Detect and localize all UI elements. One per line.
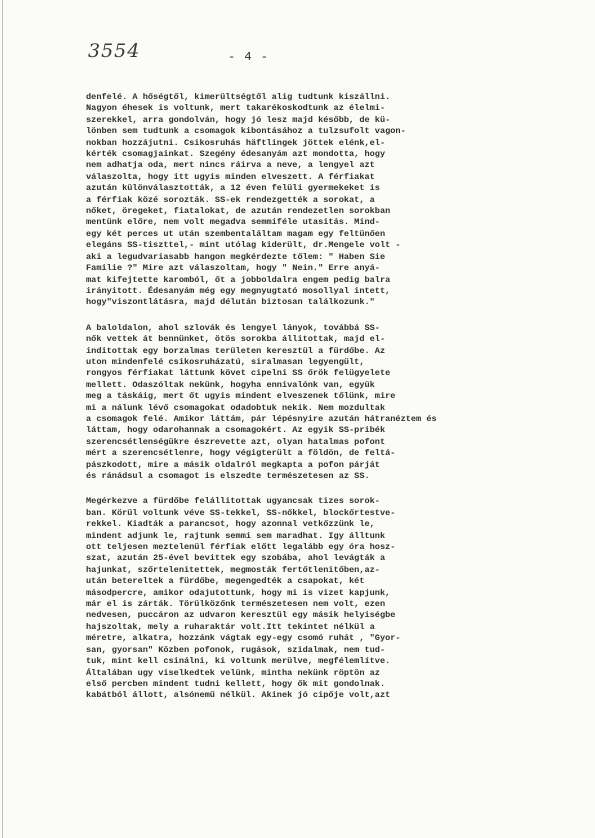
text-line: Általában ugy viselkedtek velünk, mintha nekünk röptön az <box>86 667 380 678</box>
text-line: láttam, hogy odarohannak a csomagokért. Az egyik SS-pribék <box>86 425 386 436</box>
text-line: lönben sem tudtunk a csomagok kibontásához a tulzsufolt vagon- <box>86 126 406 137</box>
text-line: hajunkat, szőrtelenitettek, megmosták fertőtlenitőben,az- <box>86 564 380 575</box>
text-line: egy két perces ut után szembentaláltam magam egy feltünően <box>86 228 386 239</box>
text-line: már el is zárták. Törülközőnk természetesen nem volt, ezen <box>86 599 386 610</box>
text-line: szerekkel, arra gondolván, hogy jó lesz majd később, de kü- <box>86 114 391 125</box>
text-line: ott teljesen meztelenül férfiak előtt legalább egy óra hosz- <box>86 542 396 553</box>
text-line: és ránádsul a csomagot is elszedte természetesen az SS. <box>86 471 370 481</box>
text-line: ban. Körül voltunk véve SS-tekkel, SS-nőkkel, blockőrtestve- <box>86 507 396 518</box>
text-line: kérték csomagjainkat. Szegény édesanyám azt mondotta, hogy <box>86 149 386 160</box>
text-line: mellett. Odaszóltak nekünk, hogyha ennivalónk van, együk <box>86 379 375 390</box>
text-line: Megérkezve a fürdőbe felállitottak ugyancsak tizes sorok- <box>86 496 380 507</box>
page-edge-line <box>2 0 3 838</box>
text-line: kabátból állott, alsónemű nélkül. Akinek jó cipője volt,azt <box>86 690 391 701</box>
text-line: első percben mindent tudni kellett, hogy ők mit gondolnak. <box>86 678 386 689</box>
text-line: mentünk előre, nem volt megadva semmiféle utasitás. Mind- <box>86 217 380 228</box>
text-line: nők vettek át bennünket, ötös sorokba állitottak, majd el- <box>86 334 386 345</box>
text-line: aki a legudvariasabb hangon megkérdezte tőlem: " Haben Sie <box>86 251 386 262</box>
text-line: mi a nálunk lévő csomagokat odadobtuk nekik. Nem mozdultak <box>86 402 386 413</box>
handwritten-document-number: 3554 <box>88 40 141 62</box>
text-line: nem adhatja oda, mert nincs ráirva a neve, a lengyel azt <box>86 160 375 171</box>
text-line: mat kifejtette karomból, őt a jobboldalra engem pedig balra <box>86 274 391 285</box>
text-line: A baloldalon, ahol szlovák és lengyel lányok, továbbá SS- <box>86 322 380 333</box>
text-line: nőket, öregeket, fiatalokat, de azután rendezetlen sorokban <box>86 206 391 217</box>
text-line: rekkel. Kiadták a parancsot, hogy azonnal vetkőzzünk le, <box>86 519 375 530</box>
text-line: denfelé. A hőségtől, kimerültségtől alig tudtunk kiszállni. <box>86 92 391 102</box>
text-line: a férfiak közé sorozták. SS-ek rendezgették a sorokat, a <box>86 194 375 205</box>
text-line: nokban hozzájutni. Csikosruhás häftlingek jöttek elénk,el- <box>86 137 386 148</box>
text-line: tuk, mint kell csinálni, ki voltunk merülve, megfélemlítve. <box>86 656 391 667</box>
text-line: másodpercre, amikor odajutottunk, hogy mi is vizet kapjunk, <box>86 587 391 598</box>
text-line: inditottak egy borzalmas területen keresztül a fürdőbe. Az <box>86 345 386 356</box>
text-line: uton mindenfelé csikosruházatú, siralmasan legyengült, <box>86 356 365 367</box>
text-line: san, gyorsan" Közben pofonok, rugások, szidalmak, nem tud- <box>86 644 386 655</box>
text-line: meg a táskáig, mert őt ugyis mindent elveszenek tőlünk, mire <box>86 391 396 402</box>
paragraph <box>86 496 571 701</box>
text-line: pászkodott, mire a másik oldalról megkapta a pofon párját <box>86 459 380 470</box>
paragraph <box>86 323 571 483</box>
text-line: irányitott. Édesanyám még egy megnyugtató mosollyal intett, <box>86 285 391 296</box>
text-line: rongyos férfiakat láttunk követ cipelni SS őrök felügyelete <box>86 368 391 379</box>
text-line: Nagyon éhesek is voltunk, mert takarékoskodtunk az élelmi- <box>86 103 386 114</box>
paragraph <box>86 92 571 309</box>
text-line: a csomagok felé. Amikor láttám, pár lépésnyire azután hátranéztem és <box>86 413 437 424</box>
page-number: - 4 - <box>228 50 270 64</box>
text-line: elegáns SS-tiszttel,- mint utólag kiderült, dr.Mengele volt - <box>86 240 401 251</box>
text-line: válaszolta, hogy itt ugyis minden elveszett. A férfiakat <box>86 171 375 182</box>
text-line: szerencsétlenségükre észrevette azt, olyan hatalmas pofont <box>86 436 386 447</box>
text-line: mért a szerencsétlenre, hogy végigterült a földön, de feltá- <box>86 448 396 459</box>
text-line: hogy"viszontlátásra, majd délután biztosan találkozunk." <box>86 297 375 308</box>
text-line: nedvesen, puccáron az udvaron keresztül egy másik helyiségbe <box>86 610 396 621</box>
text-line: után betereltek a fürdőbe, megengedték a csapokat, két <box>86 576 365 587</box>
text-line: méretre, alkatra, hozzánk vágtak egy-egy csomó ruhát , "Gyor- <box>86 633 401 644</box>
text-line: szat, azután 25-ével bevittek egy szobába, ahol levágták a <box>86 553 386 564</box>
text-line: mindent adjunk le, rajtunk semmi sem maradhat. Igy álltunk <box>86 530 386 541</box>
text-line: Familie ?" Mire azt válaszoltam, hogy " Nein." Erre anyá- <box>86 263 380 274</box>
text-line: hajszoltak, mely a ruharaktár volt.Itt tekintet nélkül a <box>86 621 375 632</box>
text-line: azután különválasztották, a 12 éven felüli gyermekeket is <box>86 183 380 194</box>
typewritten-body <box>86 92 571 716</box>
